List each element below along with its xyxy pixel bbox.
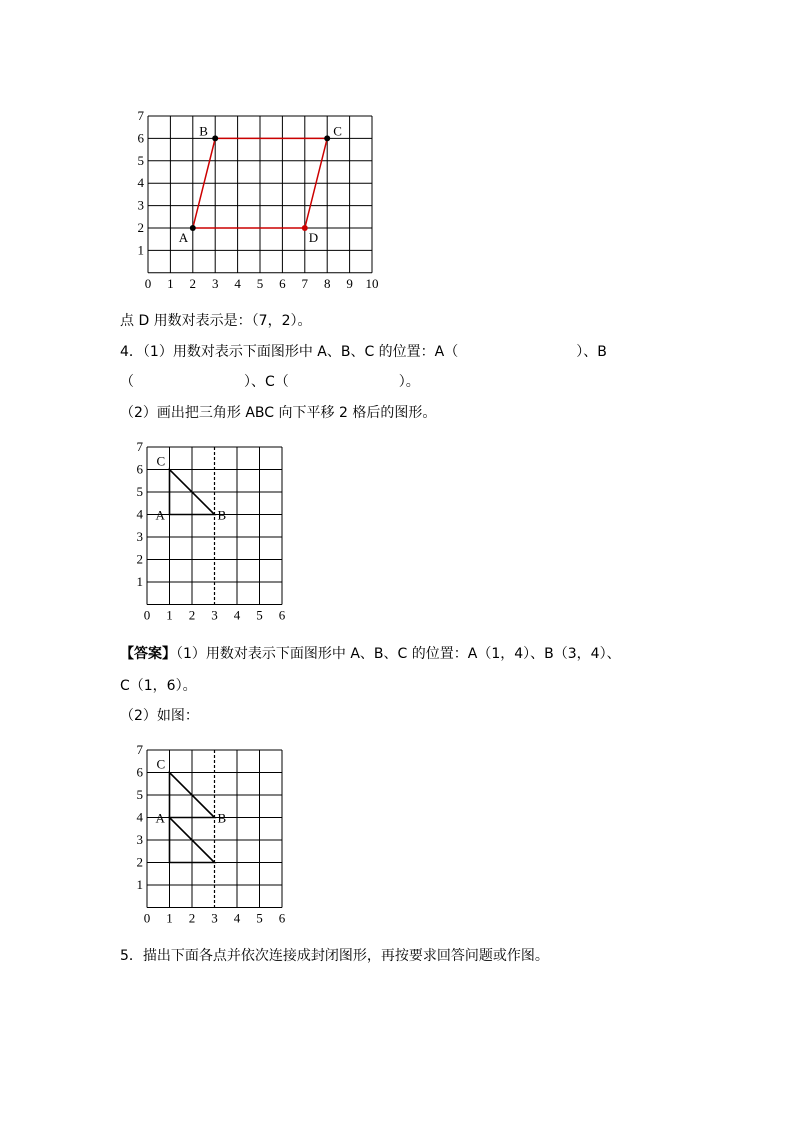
coordinate-grid-triangle-question: [125, 435, 295, 625]
x-axis-tick-label: 5: [256, 607, 263, 623]
question-4-part1-text: 4．（1）用数对表示下面图形中 A、B、C 的位置：A（ ）、B: [120, 344, 607, 360]
x-axis-tick-label: 1: [167, 275, 174, 291]
y-axis-tick-label: 5: [136, 484, 143, 499]
y-axis-tick-label: 2: [137, 220, 144, 235]
x-axis-tick-label: 0: [144, 275, 152, 291]
vertex-label-c: C: [156, 756, 166, 772]
x-axis-tick-label: 2: [189, 275, 197, 291]
vertex-label-b: B: [217, 810, 227, 826]
x-axis-tick-label: 1: [166, 607, 173, 623]
y-axis-tick-label: 1: [137, 242, 144, 258]
y-axis-tick-label: 1: [136, 574, 143, 589]
y-axis-tick-label: 7: [136, 742, 143, 757]
y-axis-tick-label: 4: [136, 809, 143, 825]
x-axis-tick-label: 10: [365, 275, 379, 291]
point-b: [212, 135, 218, 141]
x-axis-tick-label: 1: [166, 910, 173, 926]
question-5-text: 5．描出下面各点并依次连接成封闭图形，再按要求回答问题或作图。: [120, 948, 549, 964]
x-axis-tick-label: 3: [211, 275, 219, 291]
y-axis-tick-label: 3: [137, 197, 144, 213]
x-axis-tick-label: 3: [211, 607, 218, 623]
y-axis-tick-label: 2: [136, 551, 143, 567]
x-axis-tick-label: 5: [256, 275, 264, 291]
point-label-b: B: [199, 123, 208, 139]
y-axis-tick-label: 4: [137, 175, 144, 191]
point-label-c: C: [333, 123, 342, 139]
y-axis-tick-label: 1: [136, 877, 143, 892]
y-axis-tick-label: 5: [136, 787, 143, 802]
y-axis-tick-label: 7: [137, 108, 144, 123]
point-label-a: A: [178, 230, 189, 245]
x-axis-tick-label: 4: [234, 275, 241, 291]
question-4-part2-text: （2）画出把三角形 ABC 向下平移 2 格后的图形。: [120, 405, 437, 421]
x-axis-tick-label: 7: [301, 275, 309, 291]
x-axis-tick-label: 4: [233, 607, 241, 623]
y-axis-tick-label: 3: [136, 529, 143, 544]
x-axis-tick-label: 9: [346, 275, 353, 291]
y-axis-tick-label: 7: [136, 439, 143, 454]
question-4-part1-continued: （ ）、C（ ）。: [120, 374, 420, 390]
x-axis-tick-label: 4: [233, 910, 241, 926]
x-axis-tick-label: 5: [256, 910, 263, 926]
y-axis-tick-label: 4: [136, 506, 143, 522]
x-axis-tick-label: 8: [323, 275, 331, 291]
coordinate-grid-triangle-answer: [125, 738, 295, 928]
y-axis-tick-label: 3: [136, 832, 143, 847]
y-axis-tick-label: 5: [137, 152, 144, 168]
vertex-label-a: A: [155, 507, 165, 523]
x-axis-tick-label: 2: [188, 910, 196, 926]
point-a: [190, 225, 196, 231]
x-axis-tick-label: 2: [188, 607, 196, 623]
x-axis-tick-label: 6: [278, 607, 286, 623]
y-axis-tick-label: 6: [136, 764, 143, 780]
x-axis-tick-label: 0: [143, 910, 151, 926]
coordinate-grid-parallelogram: [120, 100, 400, 300]
x-axis-tick-label: 6: [279, 275, 286, 291]
y-axis-tick-label: 6: [137, 130, 144, 146]
answer-line-2: C（1，6）。: [120, 678, 197, 694]
point-label-d: D: [308, 230, 319, 245]
x-axis-tick-label: 3: [211, 910, 218, 926]
point-d: [302, 225, 308, 231]
answer-line-3: （2）如图：: [120, 708, 199, 724]
x-axis-tick-label: 0: [143, 607, 151, 623]
vertex-label-b: B: [217, 507, 227, 523]
vertex-label-a: A: [155, 810, 165, 826]
vertex-label-c: C: [156, 453, 166, 469]
point-d-answer-text: 点 D 用数对表示是：（7，2）。: [120, 313, 312, 329]
point-c: [324, 135, 330, 141]
answer-line-1: 【答案】（1）用数对表示下面图形中 A、B、C 的位置：A（1，4）、B（3，4）、: [120, 646, 621, 662]
y-axis-tick-label: 6: [136, 461, 143, 477]
x-axis-tick-label: 6: [278, 910, 286, 926]
y-axis-tick-label: 2: [136, 854, 143, 870]
